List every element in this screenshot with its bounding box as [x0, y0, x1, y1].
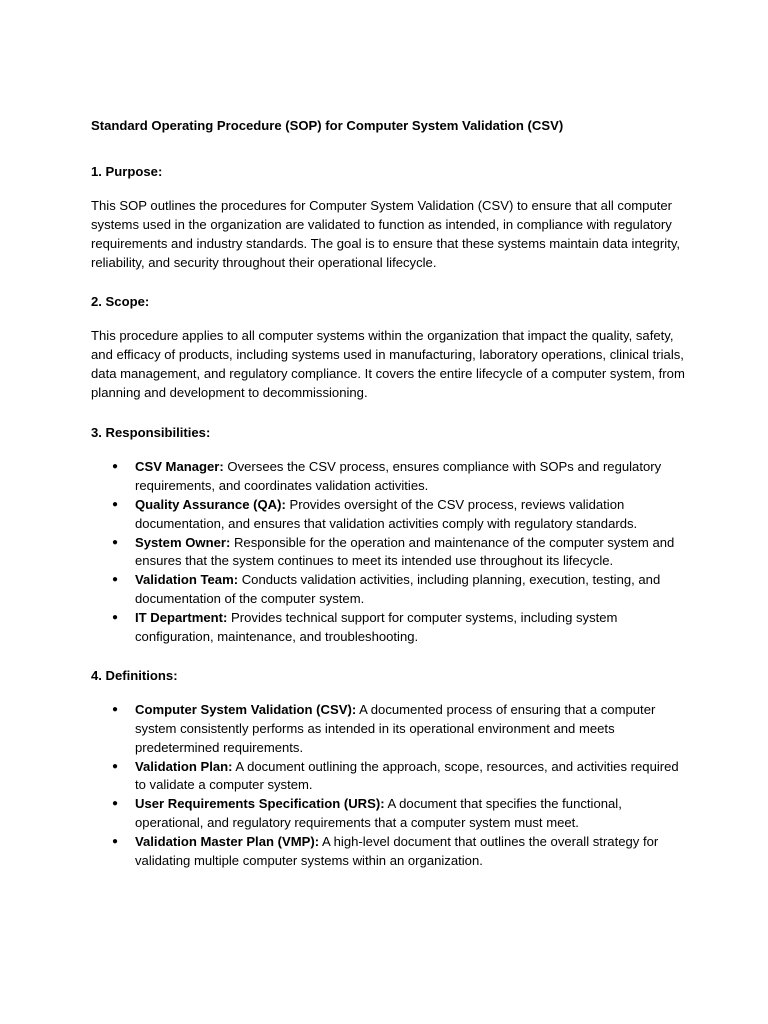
list-item [91, 609, 691, 647]
bullet-icon: ● [112, 703, 119, 715]
list-item [91, 496, 691, 534]
bullet-icon: ● [112, 460, 119, 472]
list-item [91, 534, 691, 572]
list-item-term: Validation Plan: [135, 758, 233, 774]
bullet-icon: ● [112, 836, 119, 848]
bullet-icon: ● [112, 574, 119, 586]
list-item-text: Responsible for the operation and maintenance of the computer system and ensures that the system continues to meet its intended use throughout its lifecycle. [135, 534, 675, 569]
list-item-text: Conducts validation activities, including planning, execution, testing, and documentation of the computer system. [135, 572, 661, 607]
list-item [91, 701, 691, 758]
list-item-term: User Requirements Specification (URS): [135, 796, 385, 812]
bullet-icon: ● [112, 760, 119, 772]
document-title: Standard Operating Procedure (SOP) for Computer System Validation (CSV) [91, 118, 564, 133]
list-item-text: Provides technical support for computer systems, including system configuration, maintenance, and troubleshooting. [135, 610, 618, 645]
section-body-purpose: This SOP outlines the procedures for Computer System Validation (CSV) to ensure that all computer systems used in the organization are validated to function as intended, in compliance with regulatory requirements and industry standards. The goal is to ensure that these systems maintain data integrity, reliability, and security throughout their operational lifecycle. [91, 197, 681, 270]
list-item-text: Provides oversight of the CSV process, reviews validation documentation, and ensures that validation activities comply with regulatory standards. [135, 496, 638, 531]
list-item-text: A document outlining the approach, scope, resources, and activities required to validate a computer system. [135, 758, 679, 793]
document-page [91, 117, 691, 871]
section-heading-definitions: 4. Definitions: [91, 667, 178, 683]
definitions-list [91, 701, 691, 871]
list-item [91, 795, 691, 833]
section-heading-purpose: 1. Purpose: [91, 163, 163, 179]
list-item-text: A high-level document that outlines the overall strategy for validating multiple computer systems within an organization. [135, 834, 659, 869]
list-item-text: A documented process of ensuring that a computer system consistently performs as intended in its operational environment and meets predetermined requirements. [135, 701, 656, 755]
section-body-scope: This procedure applies to all computer systems within the organization that impact the quality, safety, and efficacy of products, including systems used in manufacturing, laboratory operations, clinical trials, data management, and regulatory compliance. It covers the entire lifecycle of a computer system, from planning and development to decommissioning. [91, 328, 685, 401]
list-item [91, 458, 691, 496]
bullet-icon: ● [112, 798, 119, 810]
bullet-icon: ● [112, 498, 119, 510]
list-item-term: System Owner: [135, 534, 231, 550]
bullet-icon: ● [112, 536, 119, 548]
list-item-term: IT Department: [135, 610, 228, 626]
list-item-term: Validation Team: [135, 572, 239, 588]
bullet-icon: ● [112, 612, 119, 624]
responsibilities-list [91, 458, 691, 647]
list-item [91, 571, 691, 609]
list-item-term: CSV Manager: [135, 458, 224, 474]
section-heading-responsibilities: 3. Responsibilities: [91, 424, 211, 440]
list-item-term: Computer System Validation (CSV): [135, 701, 357, 717]
list-item-text: Oversees the CSV process, ensures compliance with SOPs and regulatory requirements, and coordinates validation activities. [135, 458, 662, 493]
list-item-text: A document that specifies the functional, operational, and regulatory requirements that a computer system must meet. [135, 796, 622, 831]
list-item-term: Quality Assurance (QA): [135, 496, 286, 512]
list-item-term: Validation Master Plan (VMP): [135, 834, 320, 850]
list-item [91, 758, 691, 796]
section-heading-scope: 2. Scope: [91, 294, 150, 310]
list-item [91, 833, 691, 871]
